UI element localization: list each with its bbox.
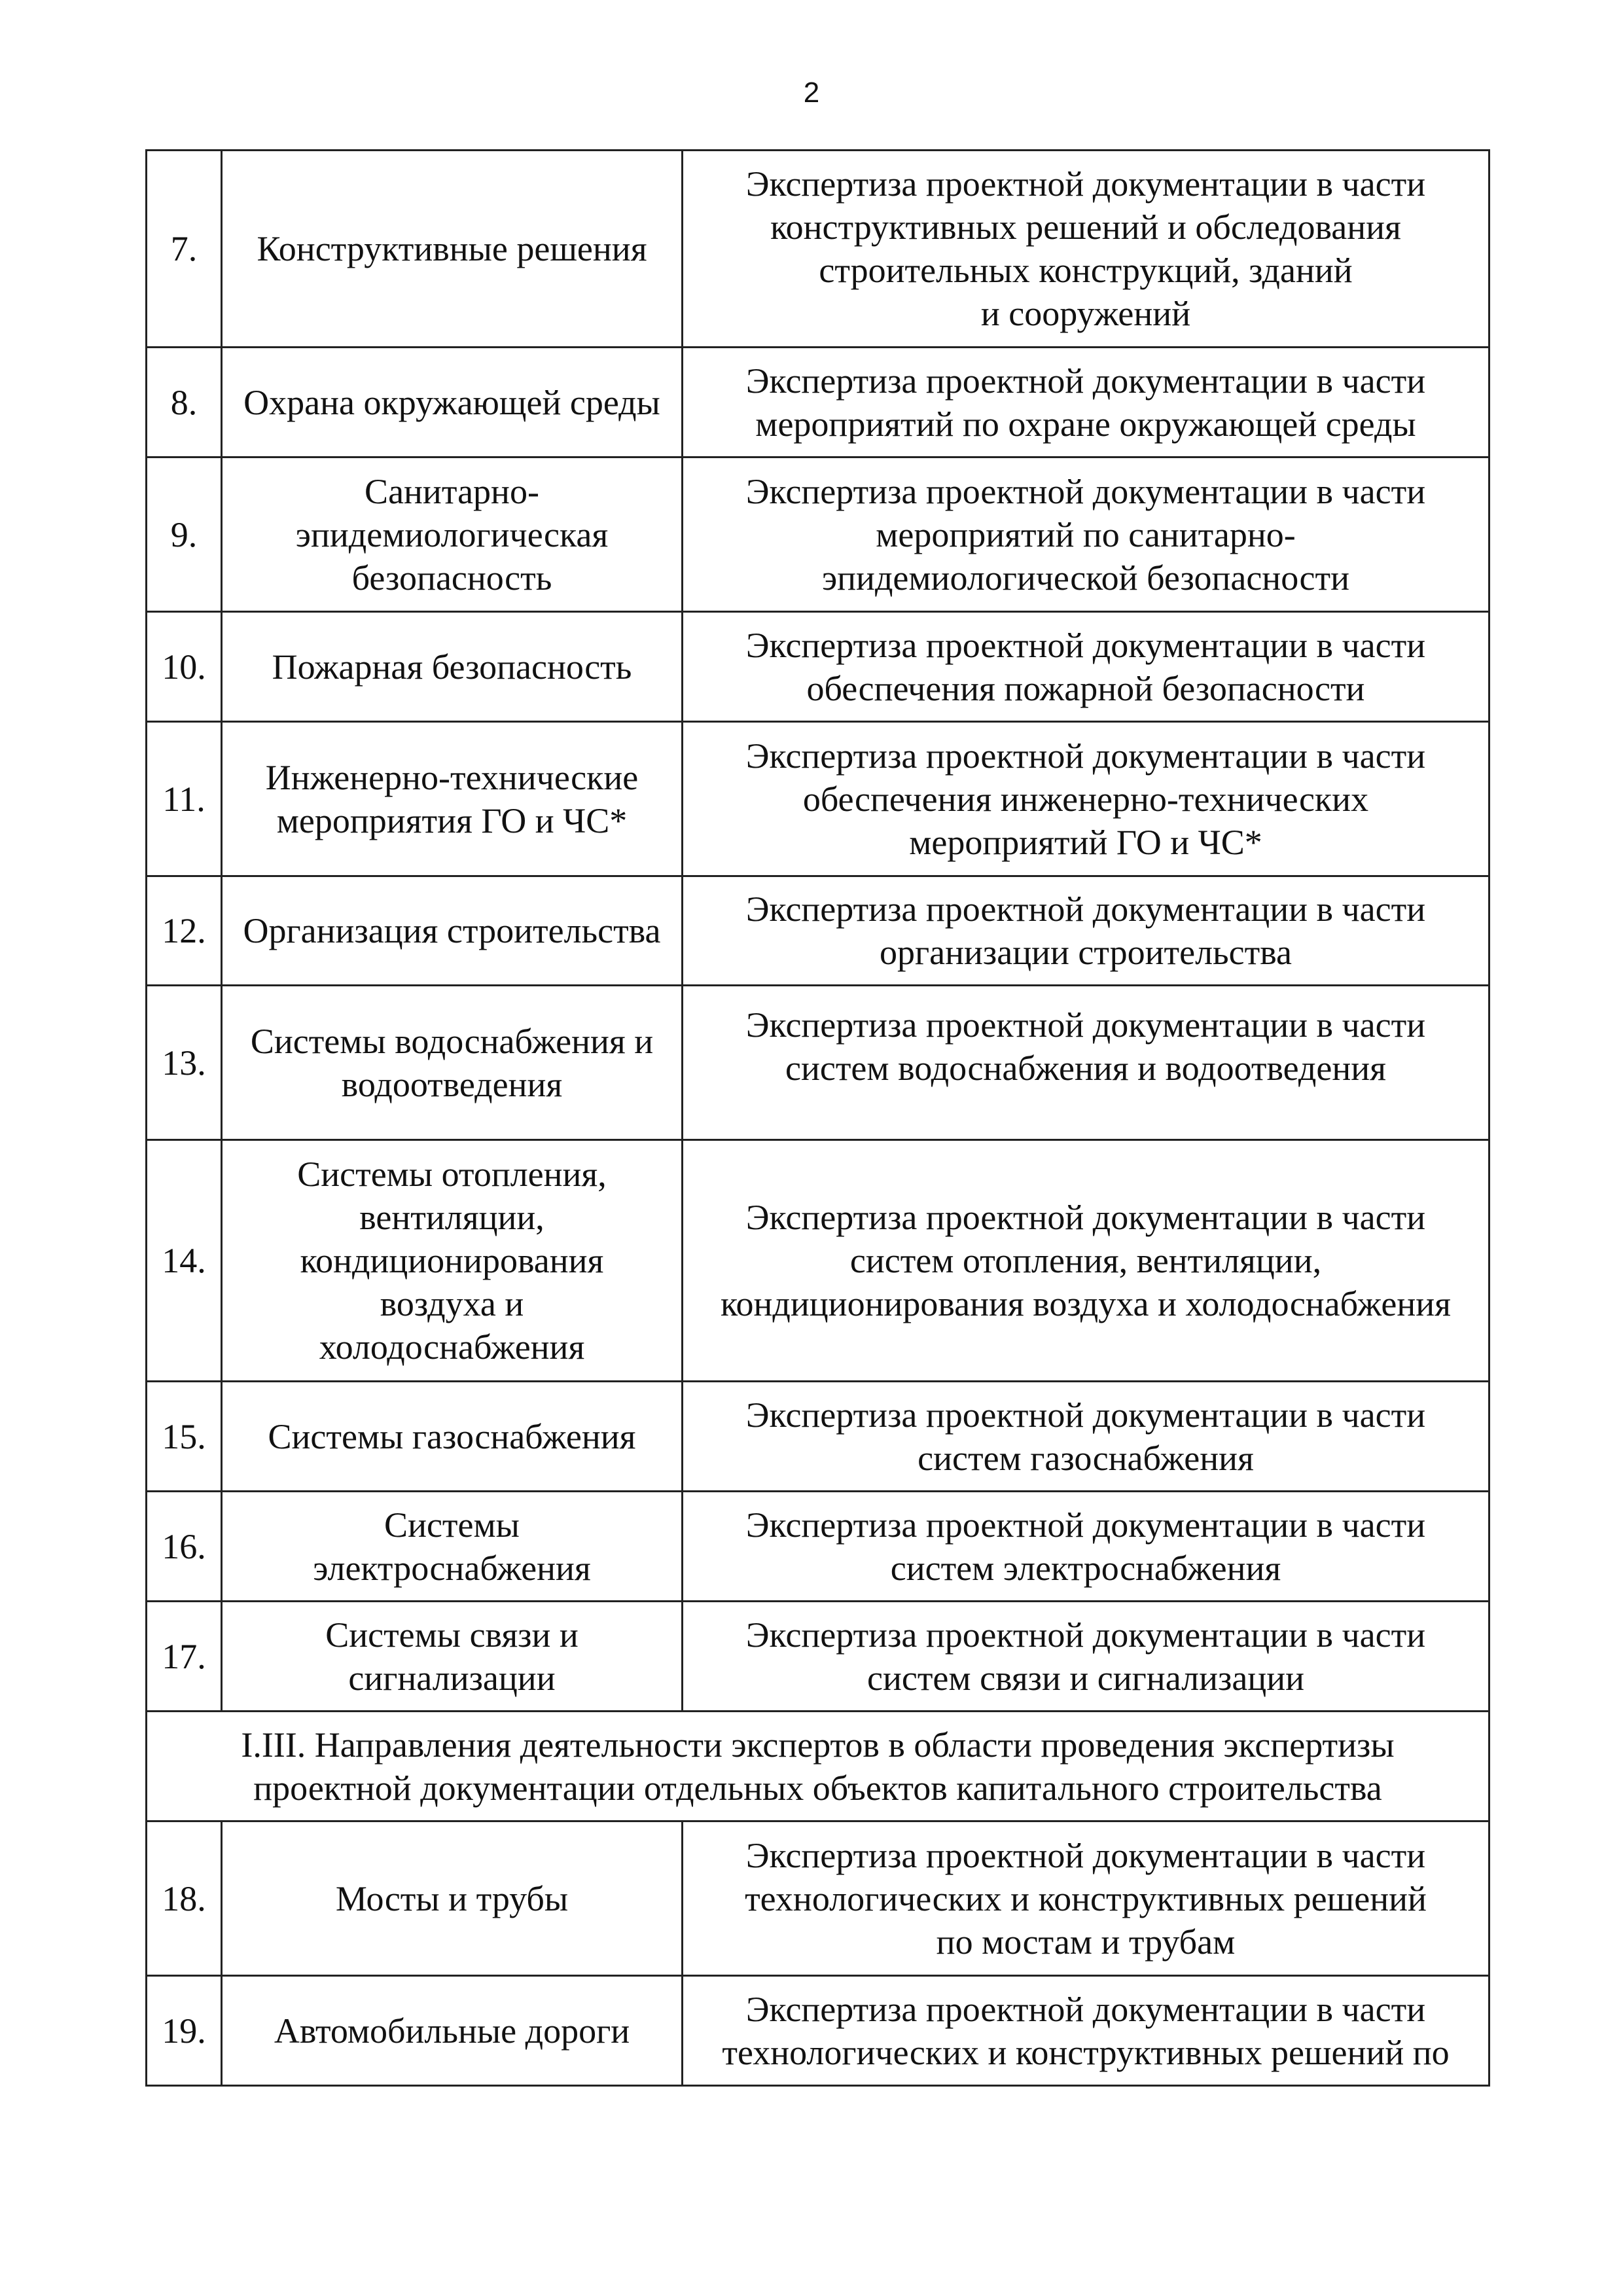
table-row bbox=[147, 1821, 1489, 1976]
direction-description-line: Экспертиза проектной документации в части bbox=[745, 1395, 1426, 1435]
direction-name-line: Системы связи и bbox=[325, 1615, 579, 1655]
direction-name-line: Системы bbox=[384, 1505, 520, 1545]
direction-name bbox=[222, 348, 683, 457]
table-row bbox=[147, 876, 1489, 986]
row-number: 19. bbox=[147, 1976, 222, 2086]
direction-description-line: Экспертиза проектной документации в части bbox=[745, 361, 1426, 401]
direction-name-line: мероприятия ГО и ЧС* bbox=[276, 800, 628, 840]
direction-description-line: технологических и конструктивных решений bbox=[745, 1878, 1427, 1918]
direction-description bbox=[683, 1976, 1489, 2086]
direction-name-line: воздуха и bbox=[380, 1284, 524, 1323]
row-number: 7. bbox=[147, 151, 222, 348]
direction-description bbox=[683, 986, 1489, 1140]
table-row bbox=[147, 1976, 1489, 2086]
direction-name bbox=[222, 1976, 683, 2086]
direction-name bbox=[222, 1140, 683, 1382]
direction-description-line: систем электроснабжения bbox=[890, 1548, 1281, 1588]
direction-description-line: Экспертиза проектной документации в части bbox=[745, 1005, 1426, 1045]
direction-name-line: Охрана окружающей среды bbox=[243, 382, 660, 422]
direction-description bbox=[683, 1492, 1489, 1602]
direction-name-line: Системы газоснабжения bbox=[268, 1416, 636, 1456]
row-number: 13. bbox=[147, 986, 222, 1140]
direction-description-line: строительных конструкций, зданий bbox=[819, 251, 1353, 290]
row-number: 12. bbox=[147, 876, 222, 986]
direction-name-line: кондиционирования bbox=[300, 1241, 604, 1280]
direction-name-line: Пожарная безопасность bbox=[272, 647, 632, 687]
direction-description-line: систем водоснабжения и водоотведения bbox=[785, 1049, 1386, 1088]
table-row bbox=[147, 1492, 1489, 1602]
direction-name bbox=[222, 1821, 683, 1976]
direction-name-line: вентиляции, bbox=[359, 1198, 544, 1237]
row-number: 9. bbox=[147, 457, 222, 612]
direction-name bbox=[222, 1382, 683, 1492]
direction-description-line: и сооружений bbox=[980, 294, 1191, 333]
direction-description-line: мероприятий по санитарно- bbox=[876, 514, 1296, 554]
table-row bbox=[147, 1382, 1489, 1492]
direction-description-line: Экспертиза проектной документации в части bbox=[745, 1198, 1426, 1237]
row-number: 10. bbox=[147, 612, 222, 722]
direction-description bbox=[683, 1382, 1489, 1492]
section-heading-line: I.III. Направления деятельности экспертов в области проведения экспертизы bbox=[241, 1725, 1395, 1765]
direction-description-line: Экспертиза проектной документации в части bbox=[745, 1505, 1426, 1545]
direction-description-line: Экспертиза проектной документации в части bbox=[745, 625, 1426, 665]
direction-name-line: Мосты и трубы bbox=[335, 1878, 569, 1918]
row-number: 16. bbox=[147, 1492, 222, 1602]
direction-name bbox=[222, 151, 683, 348]
direction-description-line: обеспечения пожарной безопасности bbox=[806, 668, 1365, 708]
direction-name-line: Системы водоснабжения и bbox=[250, 1021, 654, 1061]
direction-name bbox=[222, 612, 683, 722]
table-row bbox=[147, 612, 1489, 722]
direction-description bbox=[683, 722, 1489, 876]
direction-description-line: по мостам и трубам bbox=[936, 1922, 1236, 1962]
section-heading bbox=[147, 1712, 1489, 1821]
direction-name bbox=[222, 986, 683, 1140]
direction-description-line: Экспертиза проектной документации в части bbox=[745, 1989, 1426, 2029]
direction-description-line: Экспертиза проектной документации в части bbox=[745, 1835, 1426, 1875]
direction-description-line: Экспертиза проектной документации в части bbox=[745, 164, 1426, 204]
row-number: 18. bbox=[147, 1821, 222, 1976]
direction-name bbox=[222, 722, 683, 876]
row-number: 14. bbox=[147, 1140, 222, 1382]
table-row bbox=[147, 986, 1489, 1140]
direction-name-line: водоотведения bbox=[341, 1064, 563, 1104]
direction-name-line: Санитарно- bbox=[365, 471, 539, 511]
direction-description-line: Экспертиза проектной документации в части bbox=[745, 1615, 1426, 1655]
direction-description bbox=[683, 348, 1489, 457]
table-row bbox=[147, 151, 1489, 348]
direction-description-line: систем отопления, вентиляции, bbox=[849, 1241, 1322, 1280]
direction-description-line: систем связи и сигнализации bbox=[867, 1658, 1304, 1698]
direction-name bbox=[222, 457, 683, 612]
direction-description-line: эпидемиологической безопасности bbox=[821, 558, 1350, 598]
direction-description-line: организации строительства bbox=[880, 933, 1292, 972]
direction-description-line: систем газоснабжения bbox=[918, 1438, 1254, 1478]
direction-name-line: безопасность bbox=[351, 558, 552, 598]
direction-description-line: мероприятий ГО и ЧС* bbox=[909, 822, 1262, 862]
row-number: 8. bbox=[147, 348, 222, 457]
direction-description bbox=[683, 457, 1489, 612]
direction-description bbox=[683, 1140, 1489, 1382]
direction-description-line: обеспечения инженерно-технических bbox=[802, 779, 1369, 819]
expert-directions-table bbox=[145, 149, 1490, 2087]
direction-name-line: Конструктивные решения bbox=[257, 229, 647, 268]
direction-name-line: Автомобильные дороги bbox=[274, 2011, 630, 2051]
direction-description-line: мероприятий по охране окружающей среды bbox=[755, 404, 1416, 444]
direction-name bbox=[222, 1492, 683, 1602]
direction-description-line: Экспертиза проектной документации в части bbox=[745, 736, 1426, 776]
table-row bbox=[147, 1602, 1489, 1712]
direction-name bbox=[222, 876, 683, 986]
direction-name-line: электроснабжения bbox=[313, 1548, 591, 1588]
table-row bbox=[147, 348, 1489, 457]
direction-name-line: Системы отопления, bbox=[297, 1155, 607, 1194]
row-number: 15. bbox=[147, 1382, 222, 1492]
direction-name-line: холодоснабжения bbox=[319, 1327, 585, 1367]
direction-name-line: Организация строительства bbox=[243, 911, 661, 950]
direction-description bbox=[683, 151, 1489, 348]
row-number: 17. bbox=[147, 1602, 222, 1712]
table-row bbox=[147, 1140, 1489, 1382]
direction-name-line: сигнализации bbox=[348, 1658, 556, 1698]
direction-description-line: конструктивных решений и обследования bbox=[770, 207, 1401, 247]
direction-name-line: эпидемиологическая bbox=[295, 514, 609, 554]
direction-description-line: Экспертиза проектной документации в части bbox=[745, 889, 1426, 929]
direction-name bbox=[222, 1602, 683, 1712]
table-row bbox=[147, 457, 1489, 612]
direction-description bbox=[683, 1602, 1489, 1712]
direction-description bbox=[683, 1821, 1489, 1976]
direction-description bbox=[683, 876, 1489, 986]
page-number: 2 bbox=[803, 77, 820, 109]
direction-description-line: кондиционирования воздуха и холодоснабжения bbox=[721, 1284, 1451, 1323]
row-number: 11. bbox=[147, 722, 222, 876]
direction-description bbox=[683, 612, 1489, 722]
direction-name-line: Инженерно-технические bbox=[265, 757, 639, 797]
table-row bbox=[147, 722, 1489, 876]
section-heading-line: проектной документации отдельных объектов капитального строительства bbox=[253, 1768, 1382, 1808]
direction-description-line: Экспертиза проектной документации в части bbox=[745, 471, 1426, 511]
section-heading-row bbox=[147, 1712, 1489, 1821]
direction-description-line: технологических и конструктивных решений по bbox=[722, 2032, 1450, 2072]
